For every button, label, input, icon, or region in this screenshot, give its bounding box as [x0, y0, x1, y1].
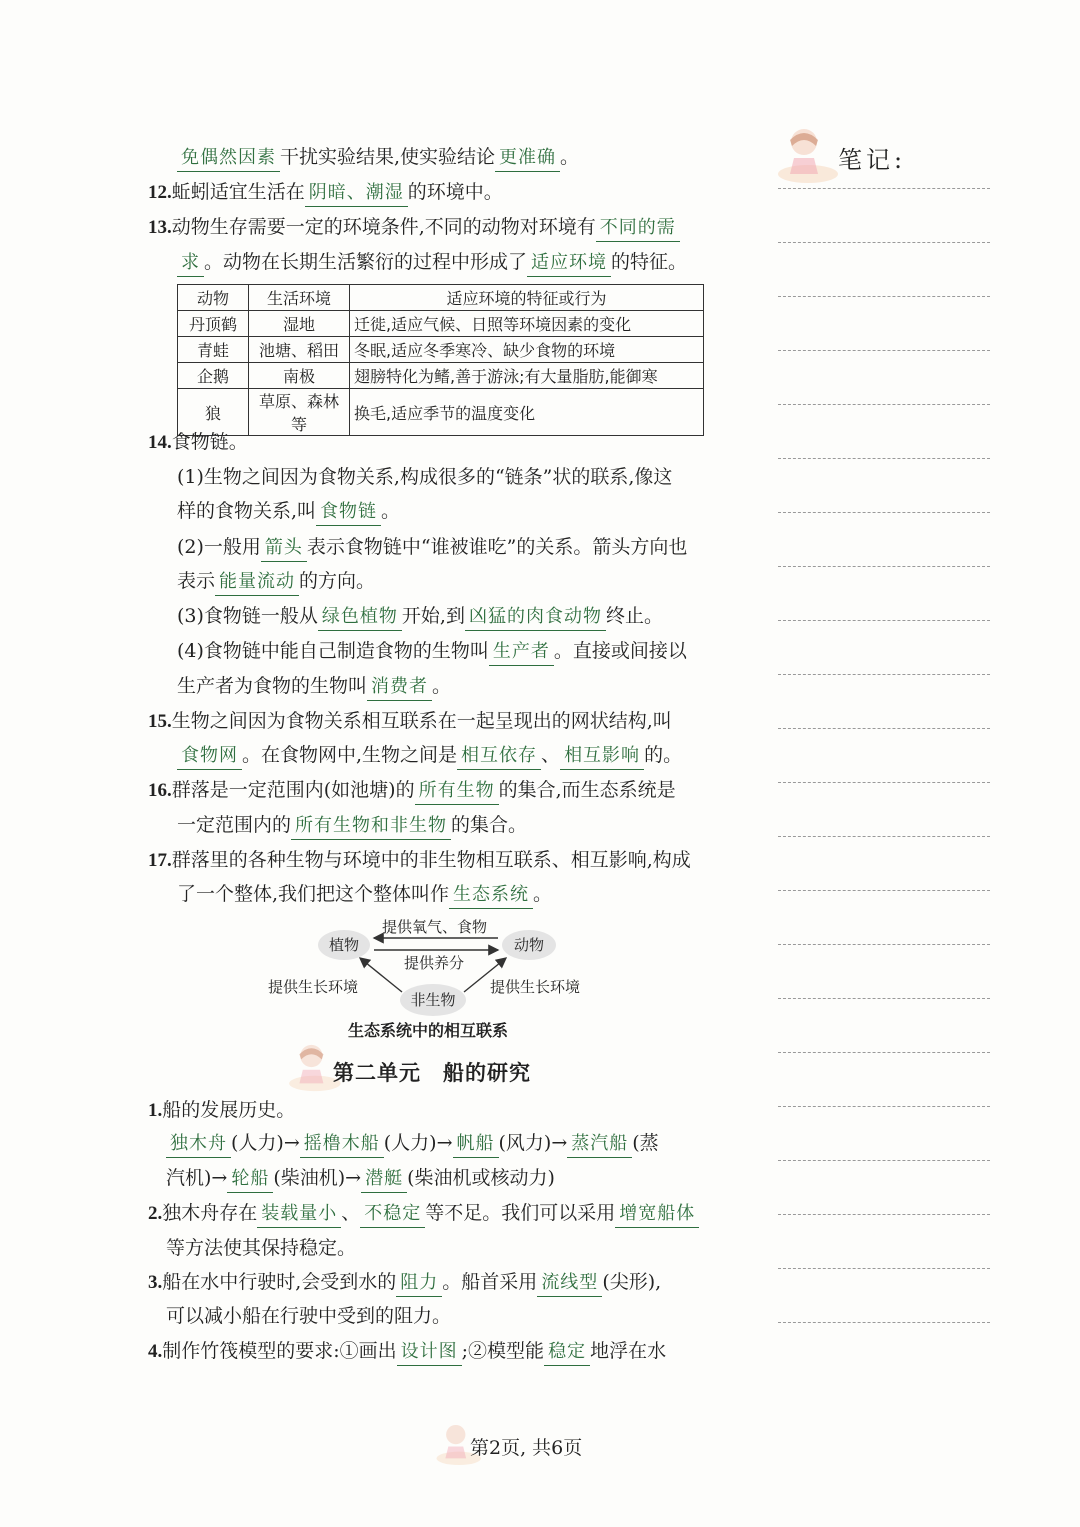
- text: 。: [533, 883, 553, 905]
- question-number: 4.: [148, 1341, 163, 1362]
- text: 生物之间因为食物关系相互联系在一起呈现出的网状结构,叫: [171, 710, 672, 732]
- answer-blank: 求: [177, 250, 204, 277]
- question-number: 16.: [148, 780, 172, 801]
- note-line: [778, 350, 990, 351]
- text: 等方法使其保持稳定。: [166, 1237, 357, 1259]
- table-cell: 池塘、稻田: [249, 337, 350, 363]
- notes-title: 笔记:: [838, 146, 907, 174]
- note-line: [778, 836, 990, 837]
- text: 独木舟存在: [162, 1202, 258, 1224]
- q13-line-1: [148, 210, 680, 245]
- note-line: [778, 404, 990, 405]
- answer-blank: 食物网: [177, 743, 242, 770]
- note-line: [778, 620, 990, 621]
- diagram-caption: 生态系统中的相互联系: [348, 1021, 509, 1040]
- q14-p3-line: [177, 599, 663, 633]
- table-cell: 青蛙: [178, 337, 249, 363]
- plant-node: 植物: [318, 930, 370, 960]
- q15-line-1: [148, 704, 672, 739]
- table-cell: 草原、森林等: [249, 389, 350, 436]
- table-row: [178, 363, 704, 389]
- text: (蒸: [632, 1132, 659, 1154]
- text: (3)食物链一般从: [177, 605, 318, 627]
- note-line: [778, 782, 990, 783]
- question-number: 17.: [148, 850, 172, 871]
- text: 终止。: [605, 605, 663, 627]
- question-number: 3.: [148, 1272, 163, 1293]
- text: 等不足。我们可以采用: [425, 1202, 616, 1224]
- answer-blank: 轮船: [227, 1166, 273, 1193]
- q12-line: [148, 175, 503, 210]
- u2-line-2: [166, 1231, 356, 1265]
- answer-blank: 能量流动: [215, 569, 299, 596]
- answer-blank: 食物链: [316, 499, 381, 526]
- question-number: 14.: [148, 432, 172, 453]
- text: (人力)→: [383, 1132, 453, 1154]
- text: 表示: [177, 570, 216, 592]
- question-number: 13.: [148, 217, 172, 238]
- answer-blank: 潜艇: [361, 1166, 407, 1193]
- answer-blank: 所有生物和非生物: [291, 813, 451, 840]
- text: 、: [541, 744, 561, 766]
- answer-blank: 摇橹木船: [300, 1131, 384, 1158]
- text: 群落是一定范围内(如池塘)的: [171, 779, 415, 801]
- text: 群落里的各种生物与环境中的非生物相互联系、相互影响,构成: [171, 849, 691, 871]
- table-cell: 湿地: [249, 311, 350, 337]
- answer-blank: 增宽船体: [615, 1201, 699, 1228]
- q13-line-2: [177, 245, 687, 279]
- question-number: 2.: [148, 1203, 163, 1224]
- text: 船的发展历史。: [162, 1099, 296, 1121]
- note-line: [778, 1160, 990, 1161]
- table-cell: 迁徙,适应气候、日照等环境因素的变化: [350, 311, 704, 337]
- u3-line-1: [148, 1265, 661, 1300]
- note-line: [778, 242, 990, 243]
- answer-blank: 稳定: [544, 1339, 590, 1366]
- page-number: 第2页, 共6页: [470, 1437, 583, 1459]
- text: 的。: [644, 744, 683, 766]
- text: 。直接或间接以: [553, 640, 687, 662]
- answer-blank: 流线型: [537, 1270, 602, 1297]
- answer-blank: 帆船: [453, 1131, 499, 1158]
- label-left: 提供生长环境: [268, 978, 359, 996]
- table-header: 适应环境的特征或行为: [350, 285, 704, 311]
- table-row: [178, 337, 704, 363]
- u3-line-2: [166, 1299, 451, 1333]
- q14-p2-line-2: [177, 564, 375, 598]
- q17-line-1: [148, 843, 691, 878]
- text: 船在水中行驶时,会受到水的: [162, 1271, 397, 1293]
- cartoon-girl-icon: [772, 124, 842, 188]
- table-cell: 南极: [249, 363, 350, 389]
- text: 。在食物网中,生物之间是: [242, 744, 458, 766]
- answer-blank: 阴暗、潮湿: [305, 180, 408, 207]
- answer-blank: 相互影响: [560, 743, 644, 770]
- text: (1)生物之间因为食物关系,构成很多的“链条”状的联系,像这: [177, 466, 673, 488]
- note-line: [778, 1268, 990, 1269]
- note-line: [778, 1214, 990, 1215]
- question-number: 12.: [148, 182, 172, 203]
- answer-blank: 独木舟: [166, 1131, 231, 1158]
- q14-p4-line-1: [177, 634, 687, 668]
- text: 。船首采用: [442, 1271, 538, 1293]
- answer-blank: 生态系统: [449, 882, 533, 909]
- note-line: [778, 458, 990, 459]
- u1-title: [148, 1093, 295, 1128]
- q14-p1-line-2: [177, 494, 400, 528]
- answer-blank: 不同的需: [596, 215, 680, 242]
- note-line: [778, 566, 990, 567]
- note-line: [778, 1322, 990, 1323]
- text: 、: [341, 1202, 361, 1224]
- text: 。动物在长期生活繁衍的过程中形成了: [204, 251, 528, 273]
- u4-line-1: [148, 1334, 666, 1369]
- label-middle: 提供养分: [404, 954, 465, 972]
- note-line: [778, 674, 990, 675]
- arrow-nonliving-to-plant: [360, 958, 402, 992]
- table-header-row: [178, 285, 704, 311]
- table-cell: 丹顶鹤: [178, 311, 249, 337]
- q11-line: [177, 140, 579, 174]
- u2-line-1: [148, 1196, 699, 1231]
- text: 生产者为食物的生物叫: [177, 675, 368, 697]
- text: 。: [432, 675, 452, 697]
- text: 样的食物关系,叫: [177, 500, 317, 522]
- answer-blank: 更准确: [495, 145, 560, 172]
- note-line: [778, 296, 990, 297]
- answer-blank: 适应环境: [527, 250, 611, 277]
- animal-habitat-table: [177, 284, 704, 436]
- text: ;②模型能: [461, 1340, 545, 1362]
- q16-line-2: [177, 808, 527, 842]
- text: 。: [381, 500, 401, 522]
- text: 干扰实验结果,使实验结论: [280, 146, 496, 168]
- text: (柴油机)→: [273, 1167, 362, 1189]
- label-right: 提供生长环境: [490, 978, 581, 996]
- text: 汽机)→: [166, 1167, 228, 1189]
- text: 。: [560, 146, 580, 168]
- table-row: [178, 389, 704, 436]
- answer-blank: 生产者: [489, 639, 554, 666]
- text: 的环境中。: [407, 181, 503, 203]
- table-cell: 企鹅: [178, 363, 249, 389]
- note-line: [778, 890, 990, 891]
- note-line: [778, 1052, 990, 1053]
- nonliving-node: 非生物: [400, 984, 466, 1016]
- text: 的方向。: [299, 570, 376, 592]
- u1-line-2: [166, 1161, 555, 1195]
- text: 动物生存需要一定的环境条件,不同的动物对环境有: [171, 216, 596, 238]
- table-row: [178, 311, 704, 337]
- text: (2)一般用: [177, 536, 261, 558]
- text: 开始,到: [401, 605, 465, 627]
- note-line: [778, 998, 990, 999]
- text: 可以减小船在行驶中受到的阻力。: [166, 1305, 452, 1327]
- u1-line-1: [166, 1126, 659, 1160]
- table-cell: 翅膀特化为鳍,善于游泳;有大量脂肪,能御寒: [350, 363, 704, 389]
- table-header: 生活环境: [249, 285, 350, 311]
- q14-p2-line-1: [177, 530, 687, 564]
- answer-blank: 装载量小: [257, 1201, 341, 1228]
- q14-p4-line-2: [177, 669, 451, 703]
- animal-node: 动物: [502, 930, 556, 960]
- text: 表示食物链中“谁被谁吃”的关系。箭头方向也: [306, 536, 688, 558]
- answer-blank: 阻力: [396, 1270, 442, 1297]
- text: 的集合,而生态系统是: [498, 779, 676, 801]
- q14-p1-line-1: [177, 460, 672, 494]
- answer-blank: 设计图: [397, 1339, 462, 1366]
- text: 了一个整体,我们把这个整体叫作: [177, 883, 450, 905]
- text: 蚯蚓适宜生活在: [171, 181, 305, 203]
- text: (柴油机或核动力): [407, 1167, 555, 1189]
- text: 的特征。: [611, 251, 688, 273]
- table-cell: 冬眠,适应冬季寒冷、缺少食物的环境: [350, 337, 704, 363]
- q15-line-2: [177, 738, 682, 772]
- text: 一定范围内的: [177, 814, 292, 836]
- question-number: 1.: [148, 1100, 163, 1121]
- note-line: [778, 512, 990, 513]
- answer-blank: 蒸汽船: [567, 1131, 632, 1158]
- answer-blank: 不稳定: [360, 1201, 425, 1228]
- answer-blank: 免偶然因素: [177, 145, 280, 172]
- answer-blank: 凶猛的肉食动物: [465, 604, 606, 631]
- q16-line-1: [148, 773, 676, 808]
- text: 食物链。: [171, 431, 248, 453]
- table-cell: 换毛,适应季节的温度变化: [350, 389, 704, 436]
- label-top: 提供氧气、食物: [382, 918, 488, 936]
- answer-blank: 消费者: [367, 674, 432, 701]
- unit-title: 第二单元 船的研究: [333, 1061, 531, 1085]
- answer-blank: 所有生物: [415, 778, 499, 805]
- note-line: [778, 728, 990, 729]
- answer-blank: 相互依存: [457, 743, 541, 770]
- text: (人力)→: [231, 1132, 300, 1154]
- table-header: 动物: [178, 285, 249, 311]
- question-number: 15.: [148, 711, 172, 732]
- text: 制作竹筏模型的要求:①画出: [162, 1340, 397, 1362]
- text: 地浮在水: [590, 1340, 667, 1362]
- text: (尖形),: [602, 1271, 662, 1293]
- answer-blank: 绿色植物: [318, 604, 402, 631]
- q17-line-2: [177, 877, 552, 911]
- note-line: [778, 1106, 990, 1107]
- note-line: [778, 188, 990, 189]
- answer-blank: 箭头: [261, 535, 307, 562]
- note-line: [778, 944, 990, 945]
- text: (4)食物链中能自己制造食物的生物叫: [177, 640, 489, 662]
- text: 的集合。: [451, 814, 528, 836]
- text: (风力)→: [498, 1132, 568, 1154]
- q14-title: [148, 425, 248, 460]
- table-cell: 狼: [178, 389, 249, 436]
